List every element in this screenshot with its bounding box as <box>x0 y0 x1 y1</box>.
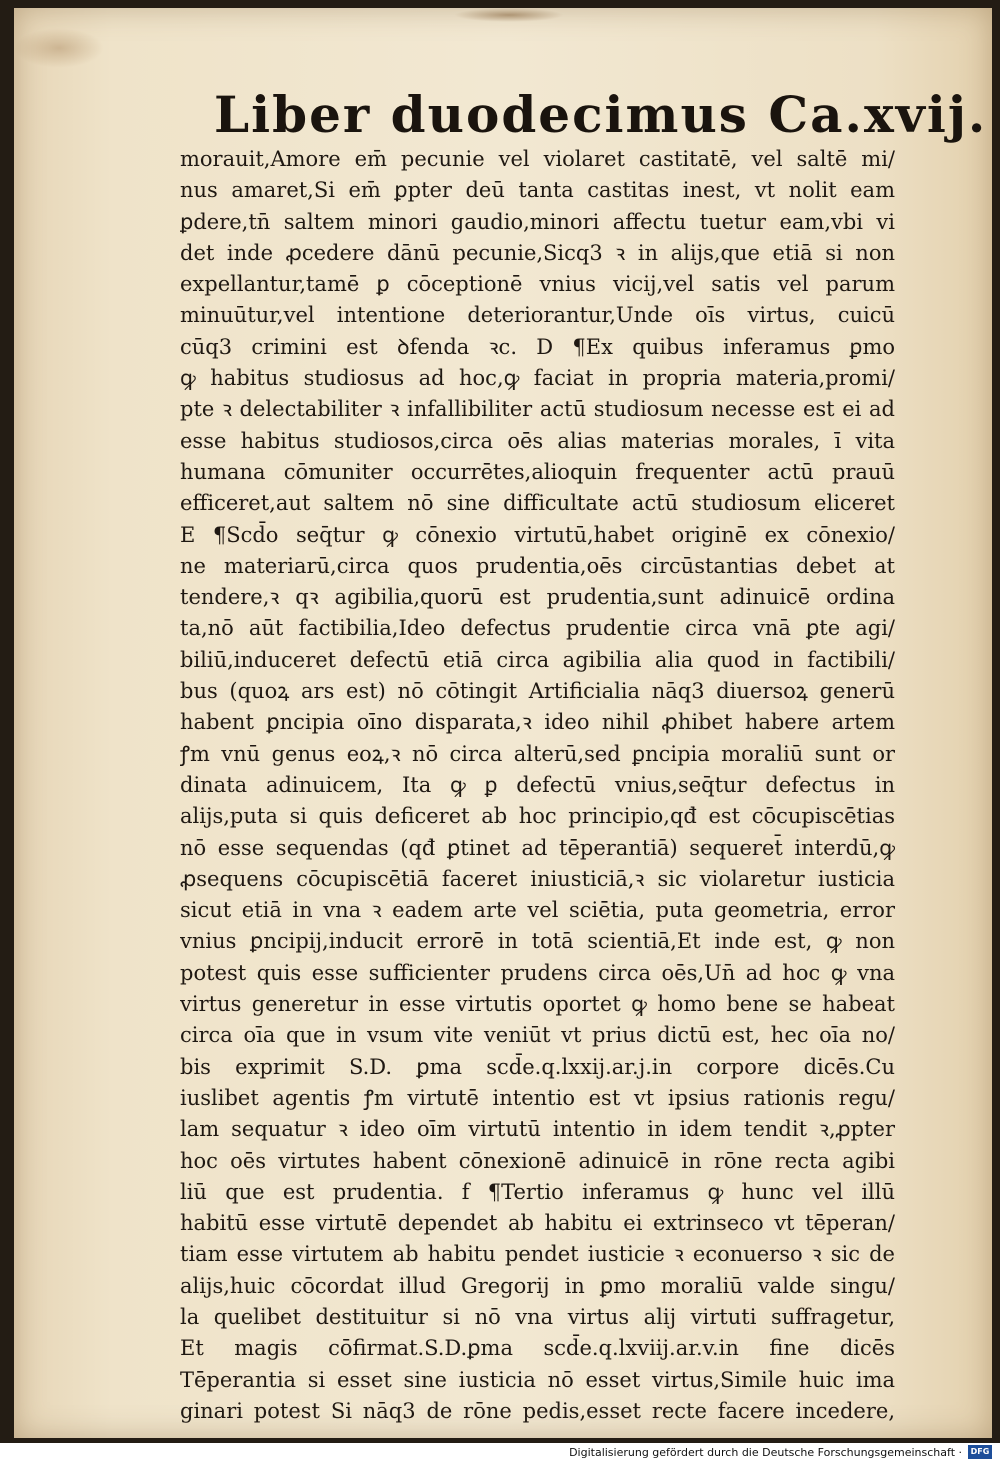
text-line: habent ꝑncipia oīno disparata,ꝛ ideo nihil ꝓhibet habere artem <box>180 710 895 735</box>
footer-strip <box>0 1443 1000 1463</box>
running-head: Liber duodecimus Ca.xvij. <box>214 85 988 144</box>
text-line: morauit,Amore em̄ pecunie vel violaret castitatē, vel saltē mi/ <box>180 147 895 171</box>
text-line: hoc oēs virtutes habent cōnexionē adinuicē in rōne recta agibi <box>180 1148 895 1173</box>
text-line: ꝙ habitus studiosus ad hoc,ꝙ faciat in propria materia,promi/ <box>180 366 895 391</box>
text-line: potest quis esse sufficienter prudens circa oēs,Un̄ ad hoc ꝙ vna <box>180 960 895 985</box>
text-line: esse habitus studiosos,circa oēs alias materias morales, ī vita <box>180 428 895 453</box>
text-line: nō esse sequendas (qđ ꝑtinet ad tēperantiā) sequeret̄ interdū,ꝙ <box>180 835 895 860</box>
text-line: vnius ꝑncipij,inducit errorē in totā scientiā,Et inde est, ꝙ non <box>180 929 895 954</box>
text-line: ꝭm vnū genus eoꝝ,ꝛ nō circa alterū,sed ꝑncipia moraliū sunt or <box>180 741 895 766</box>
text-line: circa oīa que in vsum vite veniūt vt prius dictū est, hec oīa no/ <box>180 1023 895 1048</box>
text-line: dinata adinuicem, Ita ꝙ ꝑ defectū vnius,seq̄tur defectus in <box>180 772 895 797</box>
text-line: E ¶Scd̄o seq̄tur ꝙ cōnexio virtutū,habet originē ex cōnexio/ <box>180 522 895 547</box>
text-line: bus (quoꝝ ars est) nō cōtingit Artificialia nāq3 diuersoꝝ generū <box>180 679 895 704</box>
dfg-logo: DFG <box>968 1445 992 1459</box>
text-line: tendere,ꝛ qꝛ agibilia,quorū est prudentia,sunt adinuicē ordina <box>180 585 895 610</box>
text-line: ꝓsequens cōcupiscētiā faceret iniusticiā,ꝛ sic violaretur iusticia <box>180 866 895 891</box>
text-line: liū que est prudentia. f ¶Tertio inferamus ꝙ hunc vel illū <box>180 1179 895 1204</box>
text-line: cūq3 crimini est ꝺfenda ꝛc. D ¶Ex quibus inferamus ꝑmo <box>180 334 895 359</box>
text-line: lam sequatur ꝛ ideo oīm virtutū intentio in idem tendit ꝛ,ꝓpter <box>180 1117 895 1142</box>
text-line: Tēperantia si esset sine iusticia nō esset virtus,Simile huic ima <box>180 1367 895 1392</box>
text-line: Et magis cōfirmat.S.D.ꝑma scd̄e.q.lxviij.ar.v.in fine dicēs <box>180 1336 895 1361</box>
text-line: iuslibet agentis ꝭm virtutē intentio est vt ipsius rationis regu/ <box>180 1085 895 1110</box>
text-line: det inde ꝓcedere dānū pecunie,Sicq3 ꝛ in alijs,que etiā si non <box>180 240 895 265</box>
text-line: alijs,puta si quis deficeret ab hoc principio,qđ est cōcupiscētias <box>180 804 895 829</box>
text-line: nus amaret,Si em̄ ꝑpter deū tanta castitas inest, vt nolit eam <box>180 178 895 203</box>
text-line: tiam esse virtutem ab habitu pendet iusticie ꝛ econuerso ꝛ sic de <box>180 1242 895 1267</box>
text-line: efficeret,aut saltem nō sine difficultate actū studiosum eliceret <box>180 491 895 516</box>
paper-stain-left <box>14 28 104 68</box>
text-line: alijs,huic cōcordat illud Gregorij in ꝑmo moraliū valde singu/ <box>180 1273 895 1298</box>
text-line: sicut etiā in vna ꝛ eadem arte vel sciētia, puta geometria, error <box>180 898 895 923</box>
text-line: biliū,induceret defectū etiā circa agibilia alia quod in factibili/ <box>180 647 895 672</box>
text-line: pte ꝛ delectabiliter ꝛ infallibiliter actū studiosum necesse est ei ad <box>180 397 895 422</box>
text-line: ta,nō aūt factibilia,Ideo defectus prudentie circa vnā ꝑte agi/ <box>180 616 895 641</box>
text-line: minuūtur,vel intentione deteriorantur,Unde oīs virtus, cuicū <box>180 303 895 328</box>
text-line: ne materiarū,circa quos prudentia,oēs circūstantias debet at <box>180 553 895 578</box>
text-line: habitū esse virtutē dependet ab habitu ei extrinseco vt tēperan/ <box>180 1211 895 1236</box>
text-line: ꝑdere,tn̄ saltem minori gaudio,minori affectu tuetur eam,vbi vi <box>180 209 895 234</box>
text-line: la quelibet destituitur si nō vna virtus alij virtuti suffragetur, <box>180 1304 895 1329</box>
text-line: bis exprimit S.D. ꝑma scd̄e.q.lxxij.ar.j.in corpore dicēs.Cu <box>180 1054 895 1079</box>
text-line: expellantur,tamē ꝑ cōceptionē vnius vicij,vel satis vel parum <box>180 272 895 297</box>
text-line: ginari potest Si nāq3 de rōne pedis,esset recte facere incedere, <box>180 1398 895 1423</box>
footer-credit: Digitalisierung gefördert durch die Deutsche Forschungsgemeinschaft · <box>569 1446 962 1459</box>
text-line: humana cōmuniter occurrētes,alioquin frequenter actū prauū <box>180 459 895 484</box>
text-block <box>180 144 895 1427</box>
paper-stain-top <box>454 8 564 22</box>
text-line: virtus generetur in esse virtutis oportet ꝙ homo bene se habeat <box>180 992 895 1017</box>
